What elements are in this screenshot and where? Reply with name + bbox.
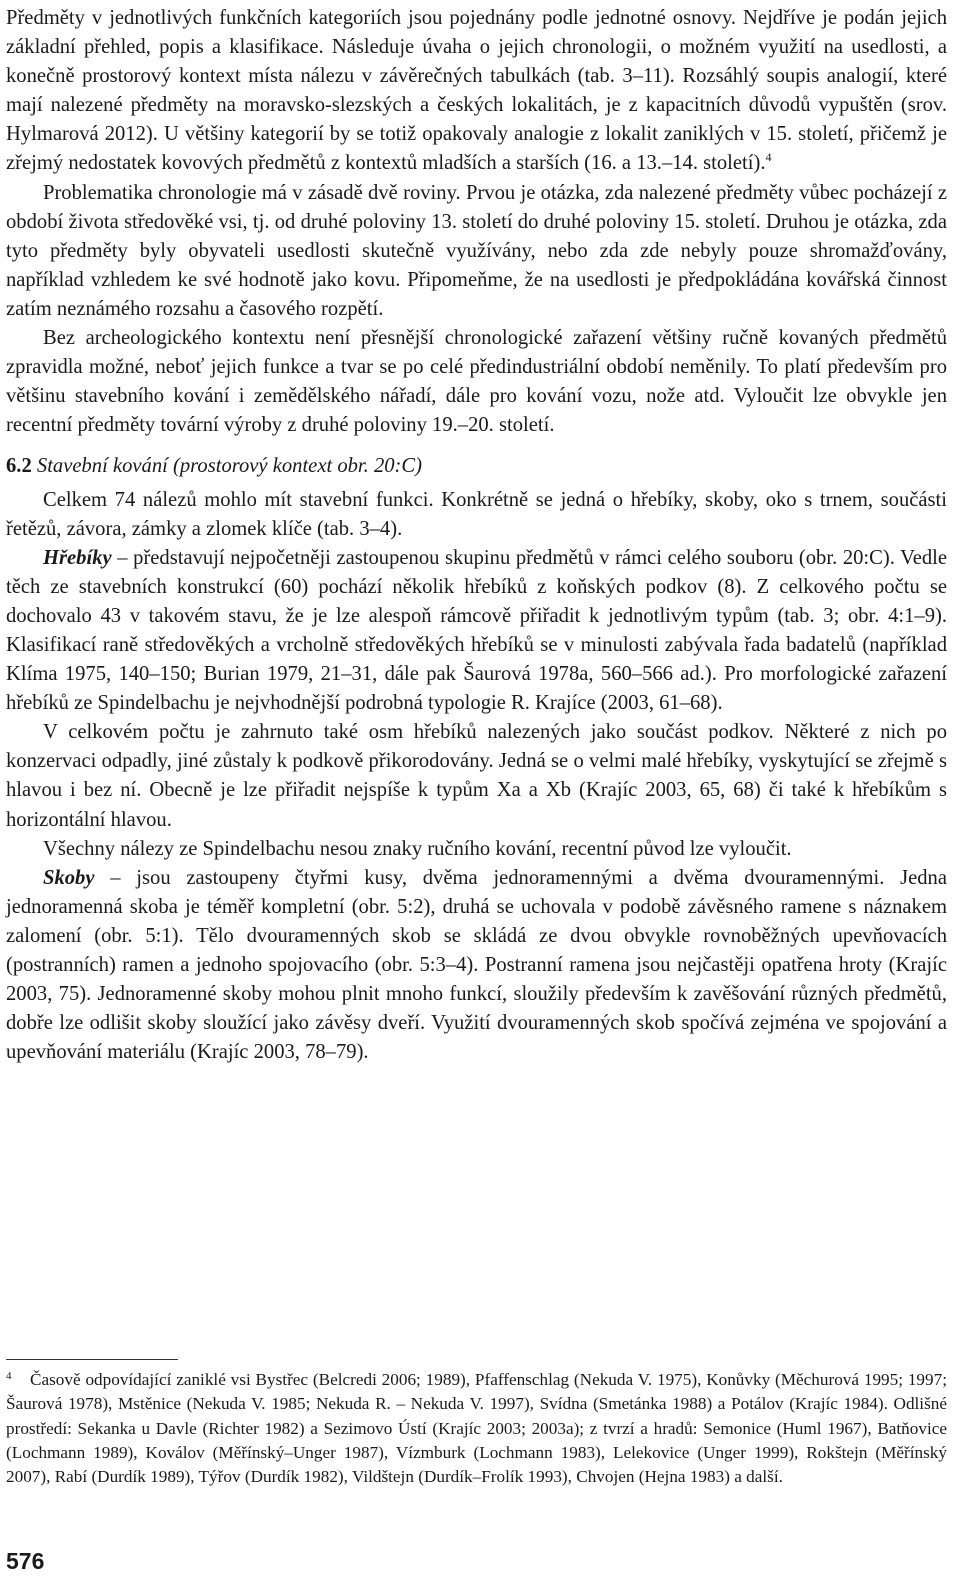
section-number: 6.2 <box>6 455 32 478</box>
paragraph-intro-3: Bez archeologického kontextu není přesnější chronologické zařazení většiny ručně kovaných předmětů zpravidla možné, neboť jejich funkce a tvar se po celé předindustriální období neměnily. To platí především pro většinu stavebního kování i zemědělského nářadí, dále pro kování vozu, nože atd. Vyloučit lze obvykle jen recentní předměty tovární výroby z druhé poloviny 19.–20. století. <box>6 327 947 437</box>
paragraph-text: Předměty v jednotlivých funkčních kategoriích jsou pojednány podle jednotné osnovy. Nejdříve je podán jejich základní přehled, popis a klasifikace. Následuje úvaha o jejich chronologii, o možném využití na usedlosti, a konečně prostorový kontext místa nálezu v závěrečných tabulkách (tab. 3–11). Rozsáhlý soupis analogií, které mají nalezené předměty na moravsko-slezských a českých lokalitách, je z kapacitních důvodů vypuštěn (srov. Hylmarová 2012). U většiny kategorií by se totiž opakovaly analogie z lokalit zaniklých v 15. století, přičemž je zřejmý nedostatek kovových předmětů z kontextů mladších a starších (16. a 13.–14. století). <box>6 7 947 175</box>
paragraph-text: – představují nejpočetněji zastoupenou skupinu předmětů v rámci celého souboru (obr. 20:C). Vedle těch ze stavebních konstrukcí (60) pochází několik hřebíků z koňských podkov (8). Z celkového počtu se dochovalo 43 v takovém stavu, že je lze alespoň rámcově přiřadit k jednotlivým typům (tab. 3; obr. 4:1–9). Klasifikací raně středověkých a vrcholně středověkých hřebíků se v minulosti zabývala řada badatelů (například Klíma 1975, 140–150; Burian 1979, 21–31, dále pak Šaurová 1978a, 560–566 ad.). Pro morfologické zařazení hřebíků ze Spindelbachu je nejvhodnější podrobná typologie R. Krajíce (2003, 61–68). <box>6 546 947 715</box>
paragraph-section-1: Celkem 74 nálezů mohlo mít stavební funkci. Konkrétně se jedná o hřebíky, skoby, oko s trnem, součásti řetězů, závora, zámky a zlomek klíče (tab. 3–4). <box>6 488 947 540</box>
footnote-text: Časově odpovídající zaniklé vsi Bystřec (Belcredi 2006; 1989), Pfaffenschlag (Nekuda V. 1975), Konůvky (Měchurová 1995; 1997; Šaurová 1978), Mstěnice (Nekuda V. 1985; Nekuda R. – Nekuda V. 1997), Svídna (Smetánka 1988) a Potálov (Krajíc 1984). Odlišné prostředí: Sekanka u Davle (Richter 1982) a Sezimovo Ústí (Krajíc 2003; 2003a); z tvrzí a hradů: Semonice (Huml 1967), Batňovice (Lochmann 1989), Koválov (Měřínský–Unger 1987), Vízmburk (Lochmann 1983), Lelekovice (Unger 1999), Rokštejn (Měřínský 2007), Rabí (Durdík 1989), Týřov (Durdík 1982), Vildštejn (Durdík–Frolík 1993), Chvojen (Hejna 1983) a další. <box>6 1370 947 1487</box>
page-body <box>6 4 947 1067</box>
section-title: Stavební kování (prostorový kontext obr. 20:C) <box>36 455 422 478</box>
paragraph-nails <box>6 544 947 719</box>
paragraph-intro-2: Problematika chronologie má v zásadě dvě roviny. Prvou je otázka, zda nalezené předměty vůbec pocházejí z období života středověké vsi, tj. od druhé poloviny 13. století do druhé poloviny 15. století. Druhou je otázka, zda tyto předměty byly obyvateli usedlosti skutečně využívány, nebo zda zde nebyly pouze shromažďovány, například vzhledem ke své hodnotě jako kovu. Připomeňme, že na usedlosti je předpokládána kovářská činnost zatím neznámého rozsahu a časového rozpětí. <box>6 181 947 320</box>
paragraph-section-4: Všechny nálezy ze Spindelbachu nesou znaky ručního kování, recentní původ lze vyloučit. <box>43 837 792 860</box>
section-heading <box>6 452 947 481</box>
term-hrebiky: Hřebíky <box>43 546 112 569</box>
page-number: 576 <box>6 1548 45 1574</box>
paragraph-intro-1 <box>6 4 947 179</box>
term-skoby: Skoby <box>43 866 95 889</box>
paragraph-text: – jsou zastoupeny čtyřmi kusy, dvěma jednoramennými a dvěma dvouramennými. Jedna jednoramenná skoba je téměř kompletní (obr. 5:2), druhá se uchovala v podobě závěsného ramene s náznakem zalomení (obr. 5:1). Tělo dvouramenných skob se skládá ze dvou obvykle rovnoběžných upevňovacích (postranních) ramen a jednoho spojovacího (obr. 5:3–4). Postranní ramena jsou nejčastěji opatřena hroty (Krajíc 2003, 75). Jednoramenné skoby mohou plnit mnoho funkcí, sloužily především k zavěšování různých předmětů, dobře lze odlišit skoby sloužící jako závěsy dveří. Využití dvouramenných skob spočívá zejména ve spojování a upevňování materiálu (Krajíc 2003, 78–79). <box>6 866 947 1064</box>
paragraph-hooks <box>6 864 947 1068</box>
footnote-divider <box>6 1359 178 1360</box>
footnote-ref[interactable]: 4 <box>765 150 772 165</box>
paragraph-section-3: V celkovém počtu je zahrnuto také osm hřebíků nalezených jako součást podkov. Některé z nich po konzervaci odpadly, jiné zůstaly k podkově přikorodovány. Jedná se o velmi malé hřebíky, vyskytující se zřejmě s hlavou i bez ní. Obecně je lze přiřadit nejspíše k typům Xa a Xb (Krajíc 2003, 65, 68) či také k hřebíkům s horizontální hlavou. <box>6 721 947 831</box>
footnote: 4 Časově odpovídající zaniklé vsi Bystřec (Belcredi 2006; 1989), Pfaffenschlag (Nekuda V. 1975), Konůvky (Měchurová 1995; 1997; Šaurová 1978), Mstěnice (Nekuda V. 1985; Nekuda R. – Nekuda V. 1997), Svídna (Smetánka 1988) a Potálov (Krajíc 1984). Odlišné prostředí: Sekanka u Davle (Richter 1982) a Sezimovo Ústí (Krajíc 2003; 2003a); z tvrzí a hradů: Semonice (Huml 1967), Batňovice (Lochmann 1989), Koválov (Měřínský–Unger 1987), Vízmburk (Lochmann 1983), Lelekovice (Unger 1999), Rokštejn (Měřínský 2007), Rabí (Durdík 1989), Týřov (Durdík 1982), Vildštejn (Durdík–Frolík 1993), Chvojen (Hejna 1983) a další. <box>6 1370 947 1487</box>
